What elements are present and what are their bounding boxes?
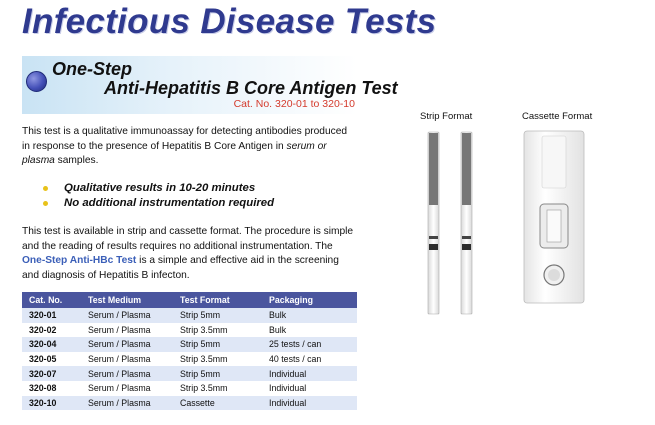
bullet-icon [43,201,48,206]
bullet-icon [43,186,48,191]
strip-format-label: Strip Format [420,111,473,122]
cat-no-cell: 320-01 [22,308,81,323]
table-row [22,396,357,411]
format-cell: Cassette [173,396,262,411]
test-strip-left [428,132,439,314]
strip-test-image [420,128,480,318]
cat-no-cell: 320-04 [22,337,81,352]
column-header: Test Format [173,292,262,308]
packaging-cell: Bulk [262,323,357,338]
cat-no-cell: 320-08 [22,381,81,396]
feature-item [42,196,274,211]
availability-text-end: is a simple and effective aid in the screening and diagnosis of Hepatitis B infecton. [22,255,339,281]
column-header: Test Medium [81,292,173,308]
format-cell: Strip 5mm [173,366,262,381]
table-row [22,337,357,352]
intro-paragraph [22,125,354,169]
table-row [22,381,357,396]
packaging-cell: Individual [262,381,357,396]
table-row [22,308,357,323]
packaging-cell: Individual [262,366,357,381]
product-name-highlight: One-Step Anti-HBc Test [22,255,137,266]
format-cell: Strip 5mm [173,337,262,352]
medium-cell: Serum / Plasma [81,337,173,352]
test-strip-right [461,132,472,314]
cassette-test-image [520,128,590,308]
table-row [22,323,357,338]
format-cell: Strip 3.5mm [173,381,262,396]
table-header-row [22,292,357,308]
packaging-cell: 40 tests / can [262,352,357,367]
feature-list [42,181,274,211]
packaging-cell: Individual [262,396,357,411]
packaging-cell: Bulk [262,308,357,323]
table-row [22,352,357,367]
availability-paragraph [22,225,354,283]
test-cassette [524,131,584,303]
bullet-circle-icon [26,71,47,92]
medium-cell: Serum / Plasma [81,308,173,323]
feature-text: Qualitative results in 10-20 minutes [64,182,256,194]
feature-text: No additional instrumentation required [64,197,275,209]
table-row [22,366,357,381]
column-header: Cat. No. [22,292,81,308]
medium-cell: Serum / Plasma [81,396,173,411]
medium-cell: Serum / Plasma [81,352,173,367]
cassette-format-label: Cassette Format [522,111,593,122]
cat-no-cell: 320-07 [22,366,81,381]
intro-text-italic: serum or plasma [22,140,327,166]
product-title-line1: One-Step [52,59,133,79]
medium-cell: Serum / Plasma [81,366,173,381]
format-cell: Strip 3.5mm [173,323,262,338]
product-table [22,292,357,410]
packaging-cell: 25 tests / can [262,337,357,352]
page-title: Infectious Disease Tests [22,2,437,41]
cat-no-cell: 320-02 [22,323,81,338]
cat-no-cell: 320-05 [22,352,81,367]
column-header: Packaging [262,292,357,308]
format-cell: Strip 5mm [173,308,262,323]
product-title-line2: Anti-Hepatitis B Core Antigen Test [104,78,398,98]
medium-cell: Serum / Plasma [81,381,173,396]
catalog-number-range: Cat. No. 320-01 to 320-10 [233,98,355,110]
format-cell: Strip 3.5mm [173,352,262,367]
feature-item [42,181,274,196]
intro-text-start: This test is a qualitative immunoassay for detecting antibodies produced in response to the presence of Hepatitis B Core Antigen in [22,126,348,152]
intro-text-end: samples. [54,155,99,166]
availability-text-start: This test is available in strip and cassette format. The procedure is simple and the reading of results requires no additional instrumentation. The [22,226,354,252]
product-heading [22,56,398,114]
medium-cell: Serum / Plasma [81,323,173,338]
cat-no-cell: 320-10 [22,396,81,411]
